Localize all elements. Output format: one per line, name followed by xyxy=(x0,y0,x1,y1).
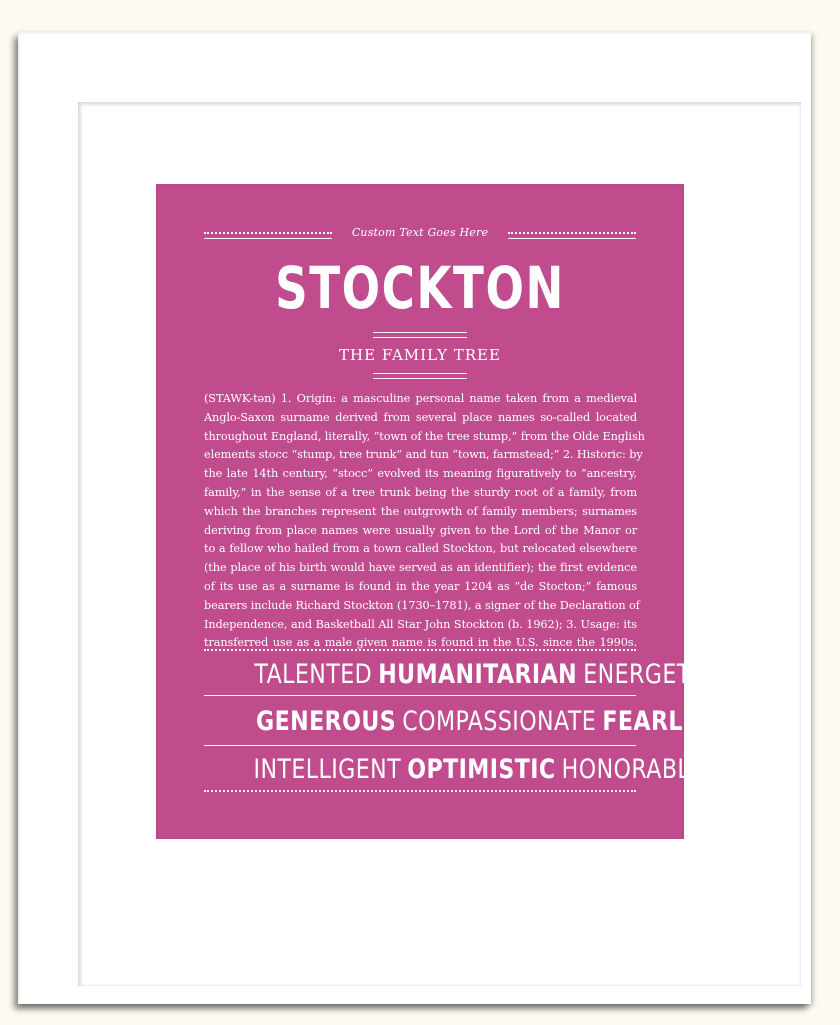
definition-line: transferred use as a male given name is found in the U.S. since the 1990s. xyxy=(204,636,637,650)
definition-line: to a fellow who hailed from a town called Stockton, but relocated elsewhere xyxy=(204,542,637,556)
trait-row-2 xyxy=(204,704,731,739)
definition-line: elements stocc “stump, tree trunk” and tun “town, farmstead;” 2. Historic: by xyxy=(204,448,643,462)
traits-rule-2 xyxy=(204,745,636,746)
definition-line: bearers include Richard Stockton (1730–1781), a signer of the Declaration of xyxy=(204,598,640,612)
definition-line: which the branches represent the outgrowth of family members; surnames xyxy=(204,504,637,518)
subtitle-bottom-rule-1 xyxy=(373,373,467,374)
definition-line: Independence, and Basketball All Star John Stockton (b. 1962); 3. Usage: its xyxy=(204,617,637,631)
trait-row-3 xyxy=(204,752,705,787)
definition-line: Anglo-Saxon surname derived from several place names so-called located xyxy=(204,410,637,424)
traits-top-dotted-rule xyxy=(204,649,636,651)
definition-line: throughout England, literally, “town of the tree stump,” from the Olde English xyxy=(204,429,645,443)
subtitle: THE FAMILY TREE xyxy=(339,346,501,364)
trait-word: GENEROUS xyxy=(256,706,397,737)
trait-word: HONORABLE xyxy=(561,754,705,785)
traits-rule-1 xyxy=(204,695,636,696)
name-print xyxy=(156,184,731,839)
trait-word: ENERGETIC xyxy=(583,659,714,690)
trait-word: HUMANITARIAN xyxy=(378,659,578,690)
name-definition xyxy=(204,390,645,653)
definition-line: of its use as a surname is found in the year 1204 as “de Stocton;” famous xyxy=(204,579,637,593)
subtitle-top-rule-1 xyxy=(373,332,467,333)
traits-bottom-dotted-rule xyxy=(204,790,636,792)
subtitle-top-rule-2 xyxy=(373,337,467,338)
trait-word: FEARLESS xyxy=(602,706,731,737)
definition-line: family,” in the sense of a tree trunk being the sturdy root of a family, from xyxy=(204,485,637,499)
family-name-title: STOCKTON xyxy=(275,254,565,322)
definition-line: (STAWK-tən) 1. Origin: a masculine personal name taken from a medieval xyxy=(204,392,637,405)
trait-word: TALENTED xyxy=(254,659,373,690)
definition-line: deriving from place names were usually given to the Lord of the Manor or xyxy=(204,523,637,537)
trait-word: INTELLIGENT xyxy=(253,754,402,785)
trait-row-1 xyxy=(204,657,714,692)
trait-word: COMPASSIONATE xyxy=(402,706,597,737)
subtitle-bottom-rule-2 xyxy=(373,378,467,379)
definition-line: the late 14th century, “stocc” evolved its meaning figuratively to “ancestry, xyxy=(204,467,637,481)
custom-text: Custom Text Goes Here xyxy=(351,226,489,239)
definition-line: (the place of his birth would have served as an identifier); the first evidence xyxy=(204,561,637,575)
trait-word: OPTIMISTIC xyxy=(407,754,556,785)
